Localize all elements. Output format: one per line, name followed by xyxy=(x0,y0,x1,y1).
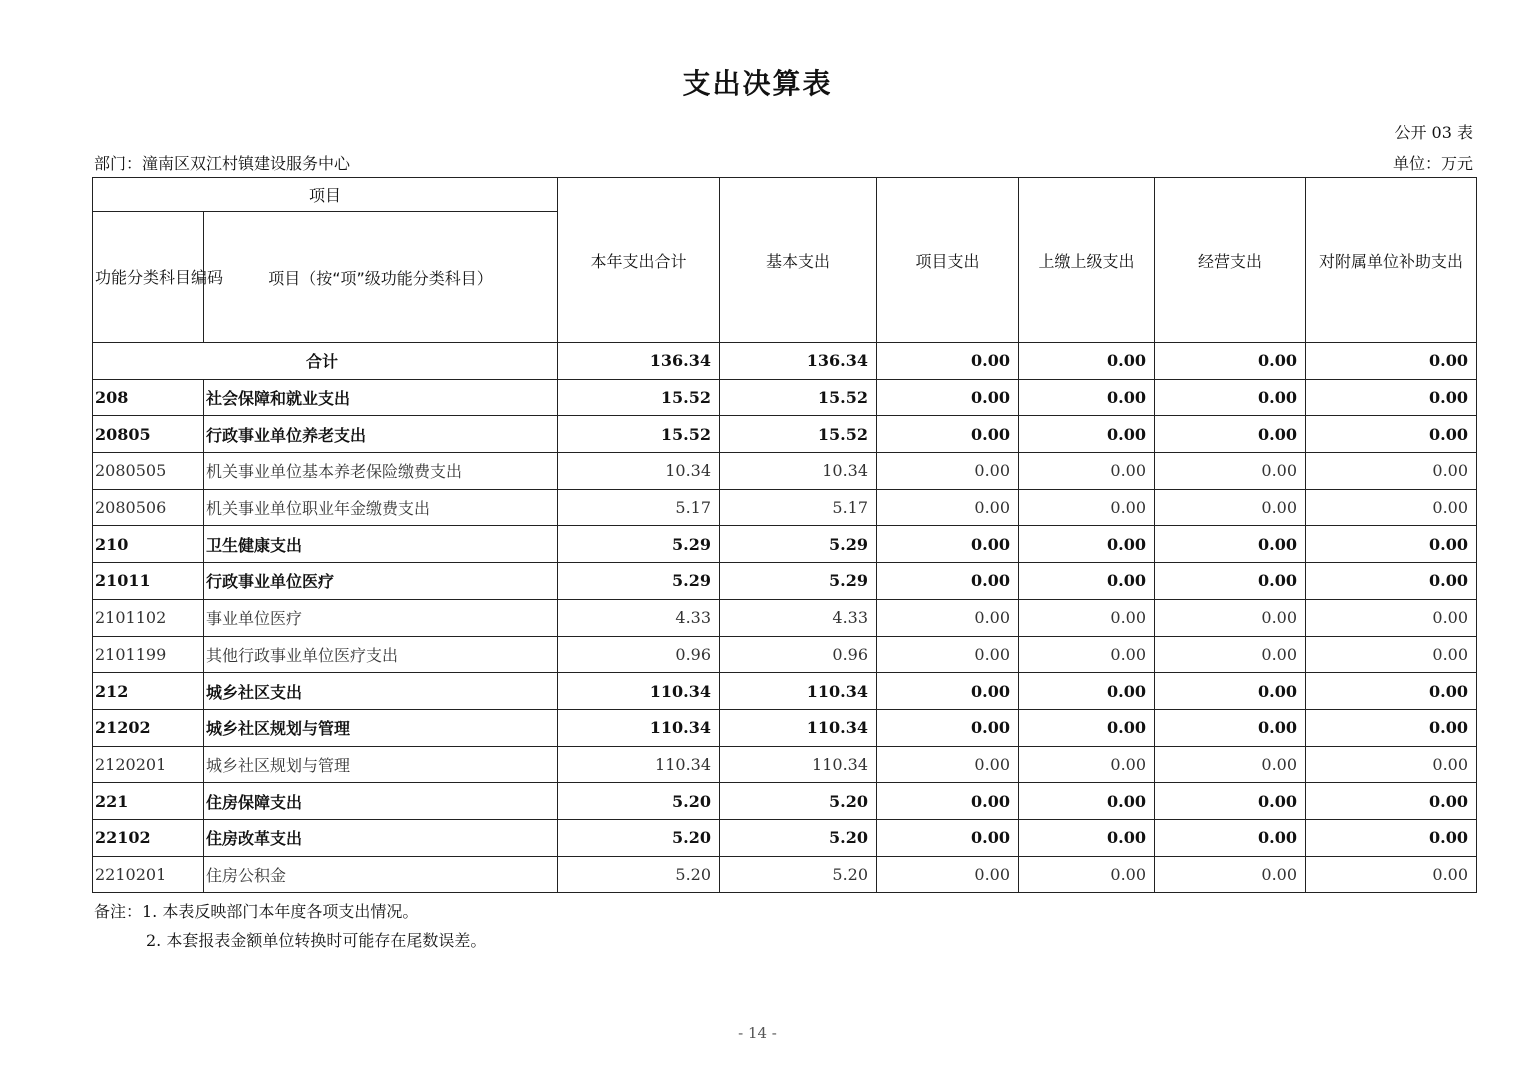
total-value: 0.00 xyxy=(1306,343,1477,380)
row-code: 2101102 xyxy=(93,599,204,636)
total-row xyxy=(93,343,1477,380)
row-value: 0.00 xyxy=(1155,416,1306,453)
total-value: 0.00 xyxy=(1019,343,1155,380)
header-business: 经营支出 xyxy=(1155,178,1306,343)
row-value: 0.00 xyxy=(1306,709,1477,746)
row-value: 0.00 xyxy=(877,526,1019,563)
row-value: 0.00 xyxy=(1019,489,1155,526)
table-row xyxy=(93,563,1477,600)
row-name: 事业单位医疗 xyxy=(204,599,558,636)
table-row xyxy=(93,783,1477,820)
row-value: 0.00 xyxy=(1306,526,1477,563)
table-row xyxy=(93,453,1477,490)
row-value: 15.52 xyxy=(558,416,720,453)
row-value: 0.00 xyxy=(877,379,1019,416)
row-value: 5.20 xyxy=(558,783,720,820)
row-value: 15.52 xyxy=(720,379,877,416)
row-value: 0.00 xyxy=(1019,746,1155,783)
page-number: - 14 - xyxy=(738,1024,777,1042)
row-value: 5.20 xyxy=(558,856,720,893)
row-value: 0.00 xyxy=(1019,379,1155,416)
department-label: 部门：潼南区双江村镇建设服务中心 xyxy=(94,154,351,173)
row-name: 卫生健康支出 xyxy=(204,526,558,563)
row-value: 110.34 xyxy=(720,746,877,783)
row-value: 0.00 xyxy=(1155,673,1306,710)
table-row xyxy=(93,746,1477,783)
row-name: 城乡社区支出 xyxy=(204,673,558,710)
row-code: 2210201 xyxy=(93,856,204,893)
row-value: 5.17 xyxy=(558,489,720,526)
row-value: 5.29 xyxy=(558,563,720,600)
total-value: 0.00 xyxy=(1155,343,1306,380)
row-value: 0.00 xyxy=(877,489,1019,526)
table-row xyxy=(93,819,1477,856)
row-value: 0.00 xyxy=(877,783,1019,820)
row-value: 0.00 xyxy=(1155,636,1306,673)
row-name: 城乡社区规划与管理 xyxy=(204,709,558,746)
row-value: 0.00 xyxy=(1019,673,1155,710)
row-value: 110.34 xyxy=(720,673,877,710)
table-row xyxy=(93,636,1477,673)
row-value: 4.33 xyxy=(558,599,720,636)
row-value: 0.00 xyxy=(1019,819,1155,856)
row-value: 5.20 xyxy=(720,819,877,856)
row-value: 5.17 xyxy=(720,489,877,526)
row-value: 0.00 xyxy=(1306,599,1477,636)
row-value: 15.52 xyxy=(558,379,720,416)
row-code: 21202 xyxy=(93,709,204,746)
row-name: 行政事业单位医疗 xyxy=(204,563,558,600)
total-label: 合计 xyxy=(93,343,558,380)
table-row xyxy=(93,673,1477,710)
row-value: 0.00 xyxy=(1155,783,1306,820)
row-value: 10.34 xyxy=(720,453,877,490)
table-row xyxy=(93,526,1477,563)
row-value: 0.00 xyxy=(1019,563,1155,600)
row-value: 0.00 xyxy=(1019,453,1155,490)
header-subsidy: 对附属单位补助支出 xyxy=(1306,178,1477,343)
row-code: 2120201 xyxy=(93,746,204,783)
row-code: 2080505 xyxy=(93,453,204,490)
row-value: 4.33 xyxy=(720,599,877,636)
row-value: 0.00 xyxy=(1155,856,1306,893)
row-value: 0.00 xyxy=(1019,856,1155,893)
row-code: 208 xyxy=(93,379,204,416)
row-value: 110.34 xyxy=(558,746,720,783)
row-value: 0.96 xyxy=(720,636,877,673)
row-name: 住房公积金 xyxy=(204,856,558,893)
note-2: 2. 本套报表金额单位转换时可能存在尾数误差。 xyxy=(146,931,487,950)
row-value: 0.00 xyxy=(1155,563,1306,600)
row-value: 0.00 xyxy=(877,746,1019,783)
header-code: 功能分类科目编码 xyxy=(93,212,204,343)
header-project-expense: 项目支出 xyxy=(877,178,1019,343)
table-row xyxy=(93,599,1477,636)
total-value: 136.34 xyxy=(558,343,720,380)
row-value: 0.00 xyxy=(1155,379,1306,416)
row-code: 2080506 xyxy=(93,489,204,526)
table-row xyxy=(93,489,1477,526)
row-value: 0.00 xyxy=(1306,819,1477,856)
header-name: 项目（按“项”级功能分类科目） xyxy=(204,212,558,343)
row-value: 0.00 xyxy=(1155,819,1306,856)
row-code: 212 xyxy=(93,673,204,710)
row-name: 住房保障支出 xyxy=(204,783,558,820)
page-title: 支出决算表 xyxy=(682,67,833,100)
row-value: 0.00 xyxy=(877,819,1019,856)
row-value: 15.52 xyxy=(720,416,877,453)
row-value: 0.00 xyxy=(877,453,1019,490)
row-name: 行政事业单位养老支出 xyxy=(204,416,558,453)
row-value: 0.00 xyxy=(877,599,1019,636)
row-value: 110.34 xyxy=(720,709,877,746)
row-name: 机关事业单位职业年金缴费支出 xyxy=(204,489,558,526)
row-value: 0.00 xyxy=(1306,856,1477,893)
row-name: 机关事业单位基本养老保险缴费支出 xyxy=(204,453,558,490)
row-code: 2101199 xyxy=(93,636,204,673)
row-value: 0.00 xyxy=(1155,489,1306,526)
row-value: 0.00 xyxy=(877,856,1019,893)
header-upper: 上缴上级支出 xyxy=(1019,178,1155,343)
note-1: 备注：1. 本表反映部门本年度各项支出情况。 xyxy=(94,902,419,921)
row-value: 0.00 xyxy=(877,709,1019,746)
row-value: 5.29 xyxy=(720,526,877,563)
row-value: 0.00 xyxy=(1306,379,1477,416)
row-value: 0.00 xyxy=(1306,563,1477,600)
row-value: 0.96 xyxy=(558,636,720,673)
form-number: 公开 03 表 xyxy=(1394,123,1473,142)
row-value: 0.00 xyxy=(1155,599,1306,636)
total-value: 136.34 xyxy=(720,343,877,380)
row-value: 0.00 xyxy=(1019,636,1155,673)
table-row xyxy=(93,709,1477,746)
row-value: 0.00 xyxy=(1306,673,1477,710)
row-value: 5.20 xyxy=(558,819,720,856)
row-value: 0.00 xyxy=(877,416,1019,453)
row-code: 210 xyxy=(93,526,204,563)
header-total: 本年支出合计 xyxy=(558,178,720,343)
row-value: 0.00 xyxy=(1306,489,1477,526)
table-row xyxy=(93,416,1477,453)
row-value: 0.00 xyxy=(1155,709,1306,746)
row-value: 0.00 xyxy=(877,673,1019,710)
row-value: 0.00 xyxy=(877,636,1019,673)
total-value: 0.00 xyxy=(877,343,1019,380)
row-code: 221 xyxy=(93,783,204,820)
table-row xyxy=(93,379,1477,416)
unit-label: 单位：万元 xyxy=(1392,154,1473,173)
row-code: 20805 xyxy=(93,416,204,453)
row-value: 0.00 xyxy=(1019,783,1155,820)
notes xyxy=(94,897,486,955)
row-code: 21011 xyxy=(93,563,204,600)
header-basic: 基本支出 xyxy=(720,178,877,343)
row-value: 10.34 xyxy=(558,453,720,490)
row-value: 110.34 xyxy=(558,709,720,746)
row-code: 22102 xyxy=(93,819,204,856)
row-value: 5.29 xyxy=(558,526,720,563)
table-row xyxy=(93,856,1477,893)
row-value: 0.00 xyxy=(1306,783,1477,820)
row-value: 0.00 xyxy=(1155,746,1306,783)
row-value: 0.00 xyxy=(1155,526,1306,563)
row-value: 5.20 xyxy=(720,783,877,820)
row-value: 0.00 xyxy=(1019,599,1155,636)
expenditure-table xyxy=(92,177,1477,893)
row-value: 110.34 xyxy=(558,673,720,710)
row-name: 社会保障和就业支出 xyxy=(204,379,558,416)
row-value: 5.20 xyxy=(720,856,877,893)
row-name: 其他行政事业单位医疗支出 xyxy=(204,636,558,673)
row-value: 0.00 xyxy=(1306,453,1477,490)
row-name: 城乡社区规划与管理 xyxy=(204,746,558,783)
row-value: 0.00 xyxy=(1019,709,1155,746)
row-value: 0.00 xyxy=(1306,636,1477,673)
row-value: 0.00 xyxy=(1306,416,1477,453)
header-project: 项目 xyxy=(93,178,558,212)
row-name: 住房改革支出 xyxy=(204,819,558,856)
row-value: 5.29 xyxy=(720,563,877,600)
row-value: 0.00 xyxy=(1019,526,1155,563)
row-value: 0.00 xyxy=(1306,746,1477,783)
row-value: 0.00 xyxy=(877,563,1019,600)
row-value: 0.00 xyxy=(1019,416,1155,453)
row-value: 0.00 xyxy=(1155,453,1306,490)
